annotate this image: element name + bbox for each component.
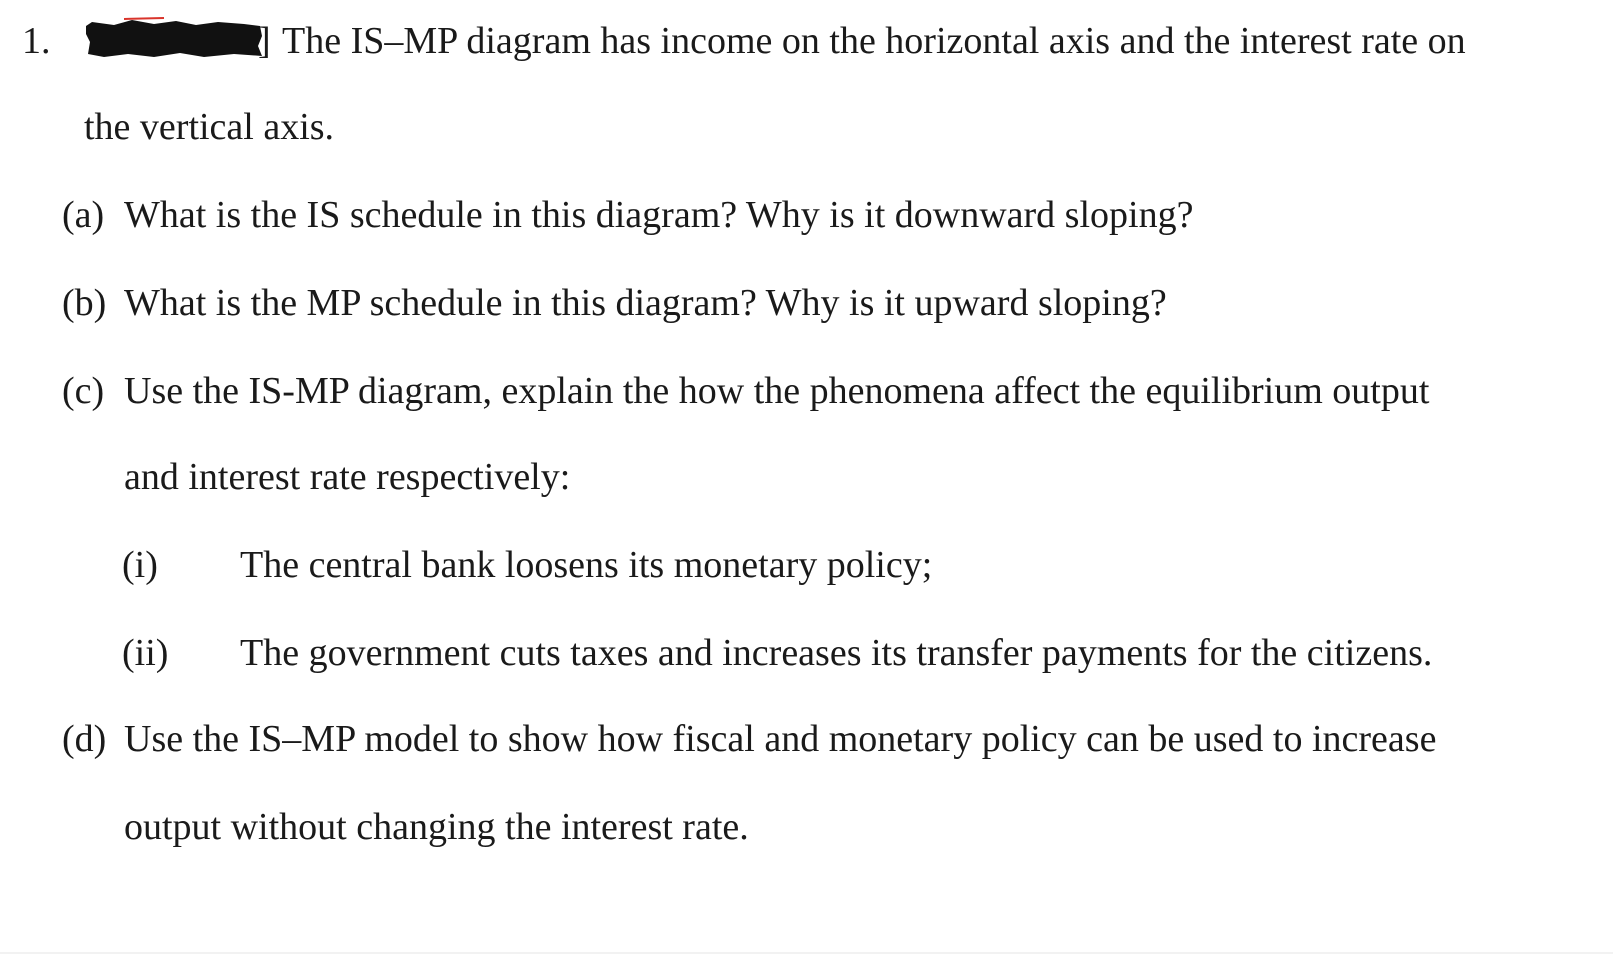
part-b-label: (b) [62, 282, 107, 324]
bracket-close: ] [258, 20, 271, 62]
part-a-label: (a) [62, 194, 105, 236]
part-c-label: (c) [62, 370, 105, 412]
part-d-text-line2: output without changing the interest rate. [124, 806, 749, 848]
part-c-text-line1: Use the IS-MP diagram, explain the how the phenomena affect the equilibrium output [124, 370, 1430, 412]
subpart-i-label: (i) [122, 544, 158, 586]
subpart-ii-text: The government cuts taxes and increases its transfer payments for the citizens. [240, 632, 1433, 674]
page-bottom-divider [0, 952, 1613, 954]
part-d-label: (d) [62, 718, 107, 760]
subpart-i-text: The central bank loosens its monetary policy; [240, 544, 933, 586]
part-d-text-line1: Use the IS–MP model to show how fiscal and monetary policy can be used to increase [124, 718, 1437, 760]
question-intro-line1: The IS–MP diagram has income on the horizontal axis and the interest rate on [282, 20, 1466, 62]
question-intro-line2: the vertical axis. [84, 106, 335, 148]
part-a-text: What is the IS schedule in this diagram? Why is it downward sloping? [124, 194, 1194, 236]
part-b-text: What is the MP schedule in this diagram? Why is it upward sloping? [124, 282, 1167, 324]
subpart-ii-label: (ii) [122, 632, 169, 674]
redaction-mark [84, 16, 268, 60]
part-c-text-line2: and interest rate respectively: [124, 456, 571, 498]
question-number: 1. [22, 20, 51, 62]
